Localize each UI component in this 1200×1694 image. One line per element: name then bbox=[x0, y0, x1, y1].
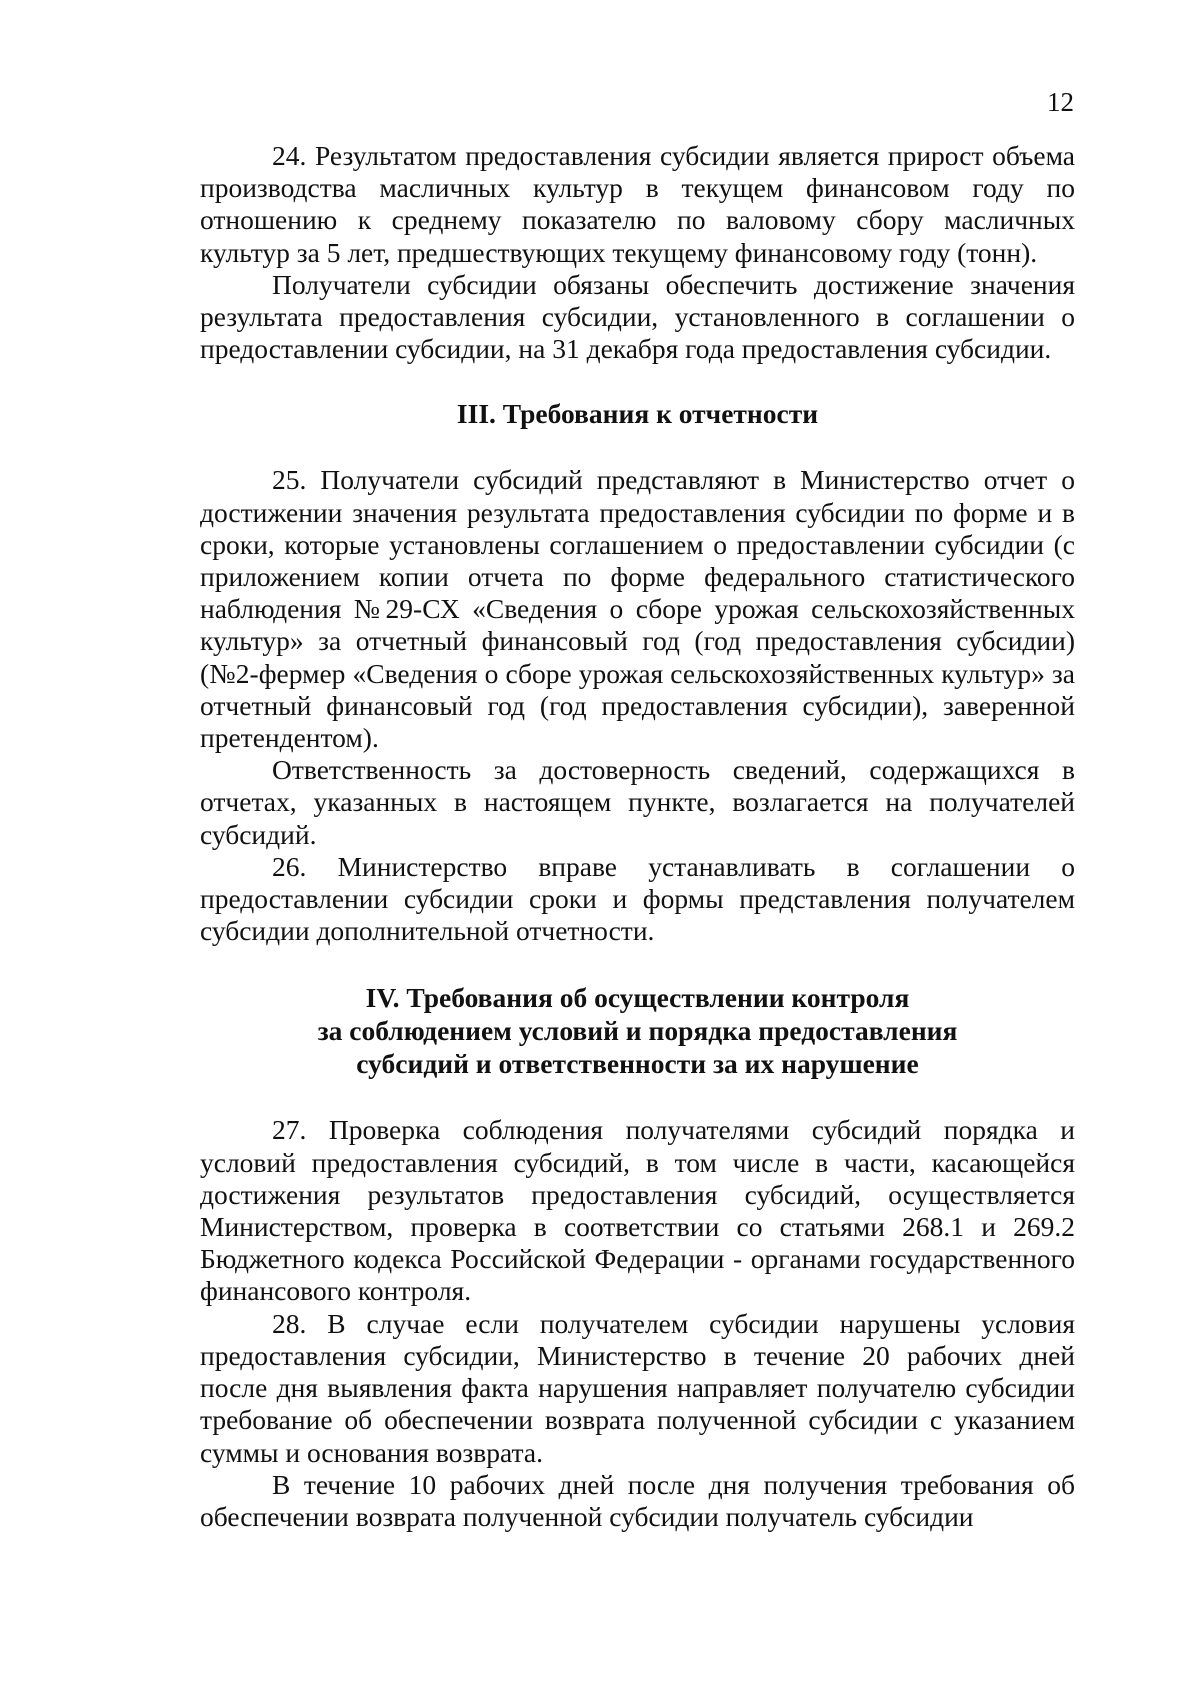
page-number: 12 bbox=[1047, 87, 1074, 117]
section-4-heading-line: за соблюдением условий и порядка предоставления bbox=[317, 1015, 958, 1047]
paragraph-24-obligation: Получатели субсидии обязаны обеспечить достижение значения результата предоставления субсидии, установленного в соглашении о предоставлении субсидии, на 31 декабря года предоставления субсидии. bbox=[200, 268, 1075, 365]
paragraph-26: 26. Министерство вправе устанавливать в соглашении о предоставлении субсидии сроки и формы представления получателем субсидии дополнительной отчетности. bbox=[200, 850, 1075, 947]
paragraph-24: 24. Результатом предоставления субсидии является прирост объема производства масличных культур в текущем финансовом году по отношению к среднему показателю по валовому сбору масличных культур за 5 лет, предшествующих текущему финансовому году (тонн). bbox=[200, 140, 1075, 268]
spacer bbox=[200, 1080, 1075, 1114]
spacer bbox=[200, 430, 1075, 464]
paragraph-27: 27. Проверка соблюдения получателями субсидий порядка и условий предоставления субсидий, в том числе в части, касающейся достижения результатов предоставления субсидий, осуществляется Министерством, проверка в соответствии со статьями 268.1 и 269.2 Бюджетного кодекса Российской Федерации - органами государственного финансового контроля. bbox=[200, 1114, 1075, 1307]
section-4-heading bbox=[200, 981, 1075, 1080]
document-body bbox=[200, 140, 1075, 1533]
spacer bbox=[200, 365, 1075, 397]
section-4-heading-line: IV. Требования об осуществлении контроля bbox=[365, 982, 910, 1014]
paragraph-28-return-term: В течение 10 рабочих дней после дня получения требования об обеспечении возврата полученной субсидии получатель субсидии bbox=[200, 1468, 1075, 1532]
section-3-heading: III. Требования к отчетности bbox=[456, 398, 819, 430]
section-4-heading-line: субсидий и ответственности за их нарушение bbox=[356, 1048, 919, 1080]
paragraph-28: 28. В случае если получателем субсидии нарушены условия предоставления субсидии, Министерство в течение 20 рабочих дней после дня выявления факта нарушения направляет получателю субсидии требование об обеспечении возврата полученной субсидии с указанием суммы и основания возврата. bbox=[200, 1307, 1075, 1468]
paragraph-25: 25. Получатели субсидий представляют в Министерство отчет о достижении значения результата предоставления субсидии по форме и в сроки, которые установлены соглашением о предоставлении субсидии (с приложением копии отчета по форме федерального статистического наблюдения №29-СХ «Сведения о сборе урожая сельскохозяйственных культур» за отчетный финансовый год (год предоставления субсидии) (№2-фермер «Сведения о сборе урожая сельскохозяйственных культур» за отчетный финансовый год (год предоставления субсидии), заверенной претендентом). bbox=[200, 464, 1075, 754]
paragraph-25-responsibility: Ответственность за достоверность сведений, содержащихся в отчетах, указанных в настоящем пункте, возлагается на получателей субсидий. bbox=[200, 754, 1075, 850]
spacer bbox=[200, 947, 1075, 981]
